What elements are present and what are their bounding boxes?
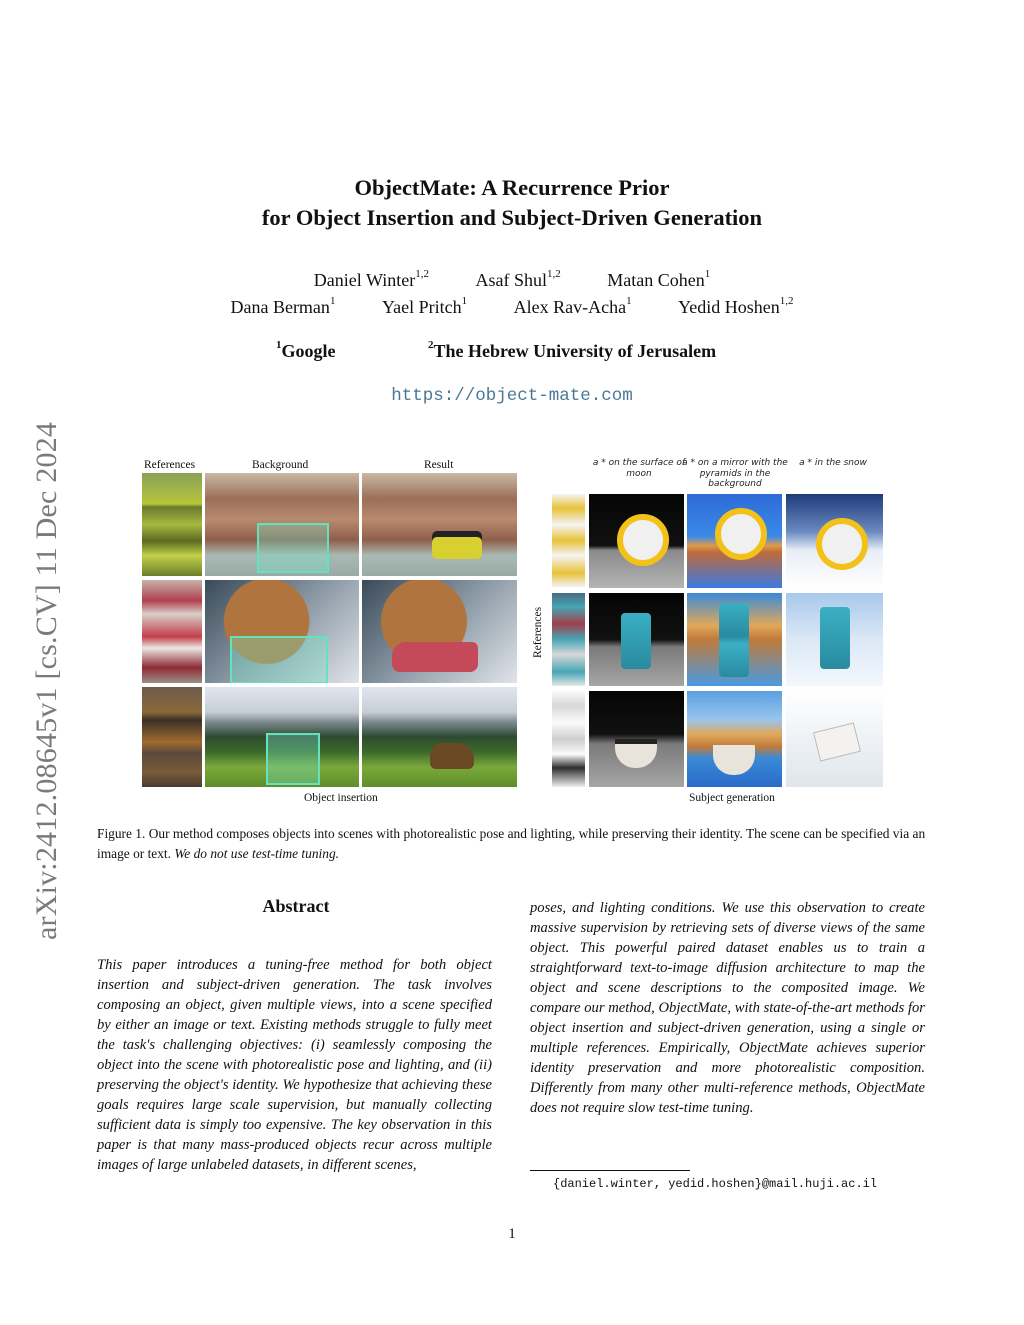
reference-thumbs-clock [552,494,585,587]
generated-bowl-snow [786,691,883,787]
abstract-heading: Abstract [262,896,330,916]
generated-bowl-moon [589,691,684,787]
label-result: Result [424,459,454,471]
reference-image-bull [142,687,202,787]
abstract-left-column: This paper introduces a tuning-free method for both object insertion and subject-driven generation. The task involves composing an object, given multiple views, into a scene specified by either an image or text. Existing methods struggle to fully meet the task's challenging objectives: (i) seamlessly composing the object into the scene with photorealistic pose and lighting, and (ii) preserving the object's identity. We hypothesize that achieving these goals requires large scale supervision, but manually collecting sufficient data is simply too expensive. The key observation in this paper is that many mass-produced objects recur across multiple images of large unlabeled datasets, in different scenes, [97,957,492,1173]
background-image-crowd [205,473,359,576]
result-image-sneaker [362,580,517,683]
can-icon [621,613,651,669]
generated-clock-mirror [687,494,782,588]
author: Yedid Hoshen$^{1,2}$ [678,295,794,317]
bowl-icon [615,739,657,768]
label-references-vertical: References [532,606,544,658]
background-image-basketball [205,580,359,683]
result-image-bull [362,687,517,787]
prompt-mirror-pyramids: a * on a mirror with the pyramids in the background [682,458,788,489]
prompt-moon: a * on the surface of moon [592,458,686,479]
author: Matan Cohen$^1$ [607,268,711,290]
insertion-box [230,636,328,683]
author: Dana Berman$^1$ [230,295,336,317]
generated-clock-moon [589,494,684,588]
footnote-emails: {daniel.winter, yedid.hoshen}@mail.huji.ac.il [553,1177,878,1191]
label-subject-generation: Subject generation [689,792,775,804]
inserted-bull [430,743,474,769]
background-image-mountain [205,687,359,787]
generated-clock-snow [786,494,883,588]
arxiv-identifier: arXiv:2412.08645v1 [cs.CV] 11 Dec 2024 [30,421,63,940]
title-line-1: ObjectMate: A Recurrence Prior [354,175,670,200]
paper-title [0,173,1024,233]
generated-can-mirror [687,593,782,686]
reference-image-sneaker [142,580,202,683]
abstract-right-column: poses, and lighting conditions. We use this observation to create massive supervision by retrieving sets of diverse views of the same object. This powerful paired dataset enables us to train a straightforward text-to-image diffusion architecture to map the object and scene descriptions to the composited image. We compare our method, ObjectMate, with state-of-the-art methods for object insertion and subject-driven generation, using a single or multiple references. Empirically, ObjectMate achieves superior identity preservation and more photorealistic composition. Differently from many other multi-reference methods, ObjectMate does not require slow test-time tuning. [530,900,925,1116]
reference-thumbs-bowl [552,691,585,787]
clock-icon [816,518,868,570]
figure-caption: Figure 1. Our method composes objects into scenes with photorealistic pose and lighting, while preserving their identity. The scene can be specified via an image or text. We do not use test-time tuning. [97,826,926,861]
clock-icon [617,514,669,566]
label-background: Background [252,459,309,471]
authors-row-2 [0,297,1024,318]
reference-image-jeep [142,473,202,576]
author: Daniel Winter$^{1,2}$ [313,268,429,290]
can-icon [719,603,749,677]
prompt-snow: a * in the snow [799,458,867,468]
affiliation-hebrew-university: $^2$The Hebrew University of Jerusalem [428,339,717,361]
author: Yael Pritch$^1$ [381,295,468,317]
authors-row-1 [0,270,1024,291]
reference-thumbs-can [552,593,585,686]
footnote-rule [530,1170,690,1171]
can-icon [820,607,850,669]
result-image-jeep [362,473,517,576]
author: Alex Rav-Acha$^1$ [513,295,632,317]
inserted-sneaker [392,642,478,672]
author: Asaf Shul$^{1,2}$ [475,268,561,290]
generated-bowl-mirror [687,691,782,787]
bowl-icon [813,722,861,761]
bowl-icon [713,745,755,775]
insertion-box [266,733,320,785]
generated-can-snow [786,593,883,686]
page-number: 1 [508,1226,516,1242]
clock-icon [715,508,767,560]
project-url[interactable]: https://object-mate.com [391,386,633,406]
inserted-jeep [432,531,482,559]
title-line-2: for Object Insertion and Subject-Driven Generation [261,205,763,230]
label-object-insertion: Object insertion [304,792,378,804]
generated-can-moon [589,593,684,686]
affiliation-google: $^1$Google [276,339,336,361]
label-references: References [144,459,196,471]
insertion-box [257,523,329,573]
